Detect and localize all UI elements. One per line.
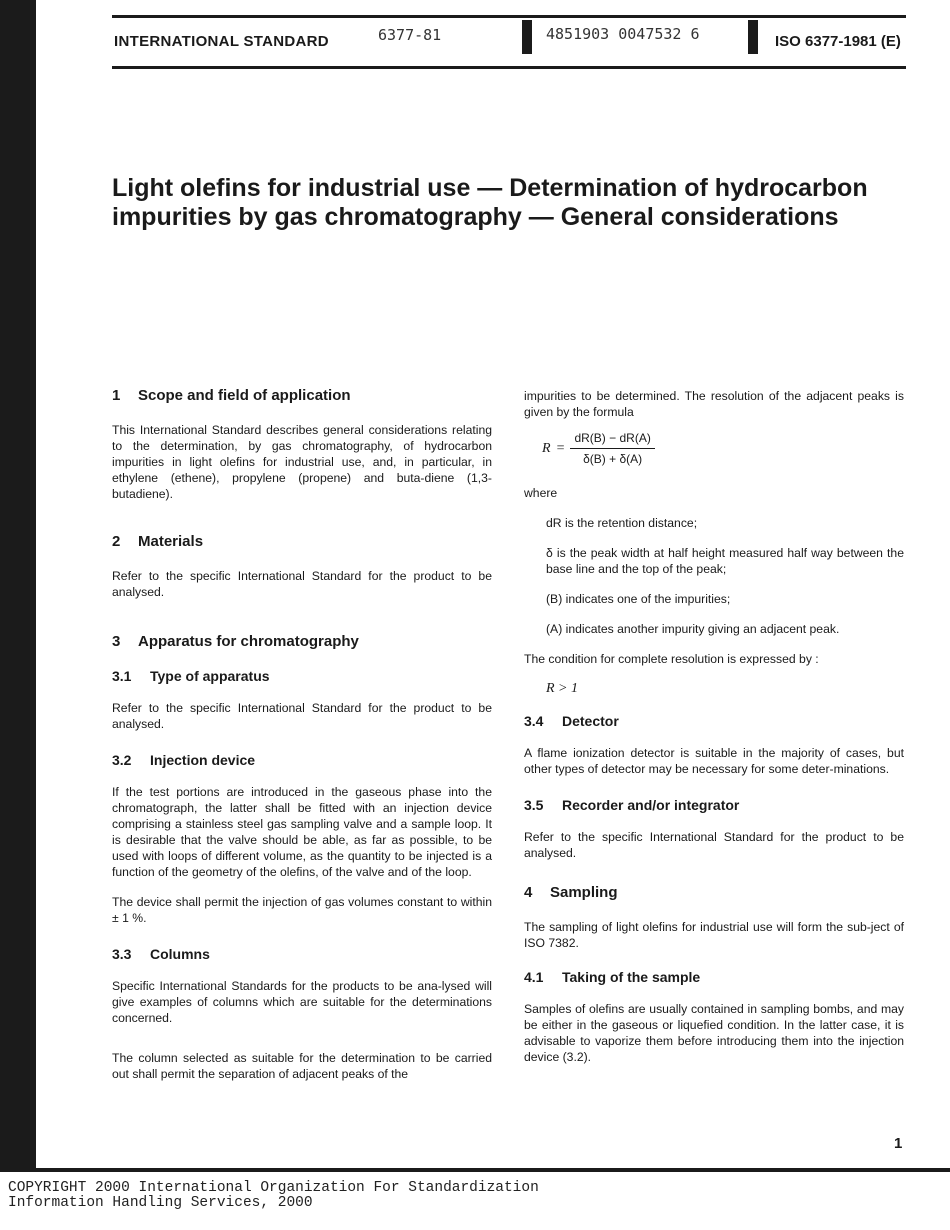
section-1-heading: 1 Scope and field of application <box>112 387 351 404</box>
section-3-4-body: A flame ionization detector is suitable in the majority of cases, but other types of detector may be necessary for some deter-minations. <box>524 746 904 776</box>
section-3-5-body: Refer to the specific International Standard for the product to be analysed. <box>524 830 904 860</box>
iso-number: ISO 6377-1981 (E) <box>775 33 901 50</box>
section-3-4-heading: 3.4 Detector <box>524 713 619 729</box>
section-4-body: The sampling of light olefins for industrial use will form the sub-ject of ISO 7382. <box>524 920 904 950</box>
formula-equals: = <box>556 440 565 456</box>
section-3-1-body: Refer to the specific International Standard for the product to be analysed. <box>112 701 492 731</box>
copyright-footer <box>8 1181 539 1211</box>
section-3-3-continued: impurities to be determined. The resolution of the adjacent peaks is given by the formula <box>524 389 904 419</box>
scan-left-border <box>0 0 36 1168</box>
where-label: where <box>524 486 558 500</box>
definition-a: (A) indicates another impurity giving an adjacent peak. <box>546 622 840 636</box>
section-3-2-body-2: The device shall permit the injection of gas volumes constant to within ± 1 %. <box>112 895 492 925</box>
section-3-3-heading: 3.3 Columns <box>112 946 210 962</box>
section-3-1-heading: 3.1 Type of apparatus <box>112 668 270 684</box>
footer-line-1: COPYRIGHT 2000 International Organization For Standardization <box>8 1180 539 1196</box>
page-number: 1 <box>894 1135 903 1152</box>
definition-b: (B) indicates one of the impurities; <box>546 592 731 606</box>
barcode-numbers: 4851903 0047532 6 <box>546 25 700 43</box>
section-4-1-heading: 4.1 Taking of the sample <box>524 969 701 985</box>
resolution-formula <box>542 430 904 467</box>
resolution-condition: R > 1 <box>546 681 578 696</box>
header-top-rule <box>112 15 906 18</box>
standard-label: INTERNATIONAL STANDARD <box>114 33 329 50</box>
header-bottom-rule <box>112 66 906 69</box>
section-4-heading: 4 Sampling <box>524 884 618 901</box>
formula-fraction <box>570 430 654 467</box>
formula-numerator: dR(B) − dR(A) <box>570 430 654 449</box>
formula-lhs: R <box>542 440 551 456</box>
section-3-2-body-1: If the test portions are introduced in the gaseous phase into the chromatograph, the latter shall be fitted with an injection device comprising a stainless steel gas sampling valve and a sample loop. It is desirable that the valve should be able, as far as possible, to be used with loops of different volume, as the quantity to be injected is a function of the geometry of the olefins, of the valve and of the loop. <box>112 785 492 879</box>
doc-code-stamp: 6377-81 <box>378 26 442 44</box>
section-1-body: This International Standard describes general considerations relating to the determination, by gas chromatography, of hydrocarbon impurities in light olefins for industrial use, and, in particular, in ethylene (ethene), propylene (propene) and buta-diene (1,3-butadiene). <box>112 423 492 501</box>
right-column <box>524 388 904 1079</box>
section-3-3-body-1: Specific International Standards for the products to be ana-lysed will give examples of columns which are suitable for the determinations concerned. <box>112 979 492 1025</box>
section-3-5-heading: 3.5 Recorder and/or integrator <box>524 797 740 813</box>
formula-denominator: δ(B) + δ(A) <box>583 452 643 466</box>
footer-line-2: Information Handling Services, 2000 <box>8 1195 313 1211</box>
definition-delta: δ is the peak width at half height measured half way between the base line and the top of the peak; <box>546 546 904 576</box>
section-3-2-heading: 3.2 Injection device <box>112 752 256 768</box>
barcode-bar-right <box>748 20 758 54</box>
section-3-3-body-2: The column selected as suitable for the determination to be carried out shall permit the separation of adjacent peaks of the <box>112 1051 492 1081</box>
section-2-heading: 2 Materials <box>112 533 204 550</box>
barcode-bar-left <box>522 20 532 54</box>
section-4-1-body: Samples of olefins are usually contained in sampling bombs, and may be either in the gaseous or liquefied condition. In the latter case, it is advisable to vaporize them before introducing them into the injection device (3.2). <box>524 1002 904 1064</box>
left-column <box>112 388 492 1096</box>
definition-dr: dR is the retention distance; <box>546 516 698 530</box>
condition-intro: The condition for complete resolution is expressed by : <box>524 652 819 666</box>
section-2-body: Refer to the specific International Standard for the product to be analysed. <box>112 569 492 599</box>
section-3-heading: 3 Apparatus for chromatography <box>112 633 359 650</box>
page-title: Light olefins for industrial use — Determination of hydrocarbon impurities by gas chromatography — General considerations <box>112 174 868 231</box>
page-bottom-rule <box>0 1168 950 1172</box>
